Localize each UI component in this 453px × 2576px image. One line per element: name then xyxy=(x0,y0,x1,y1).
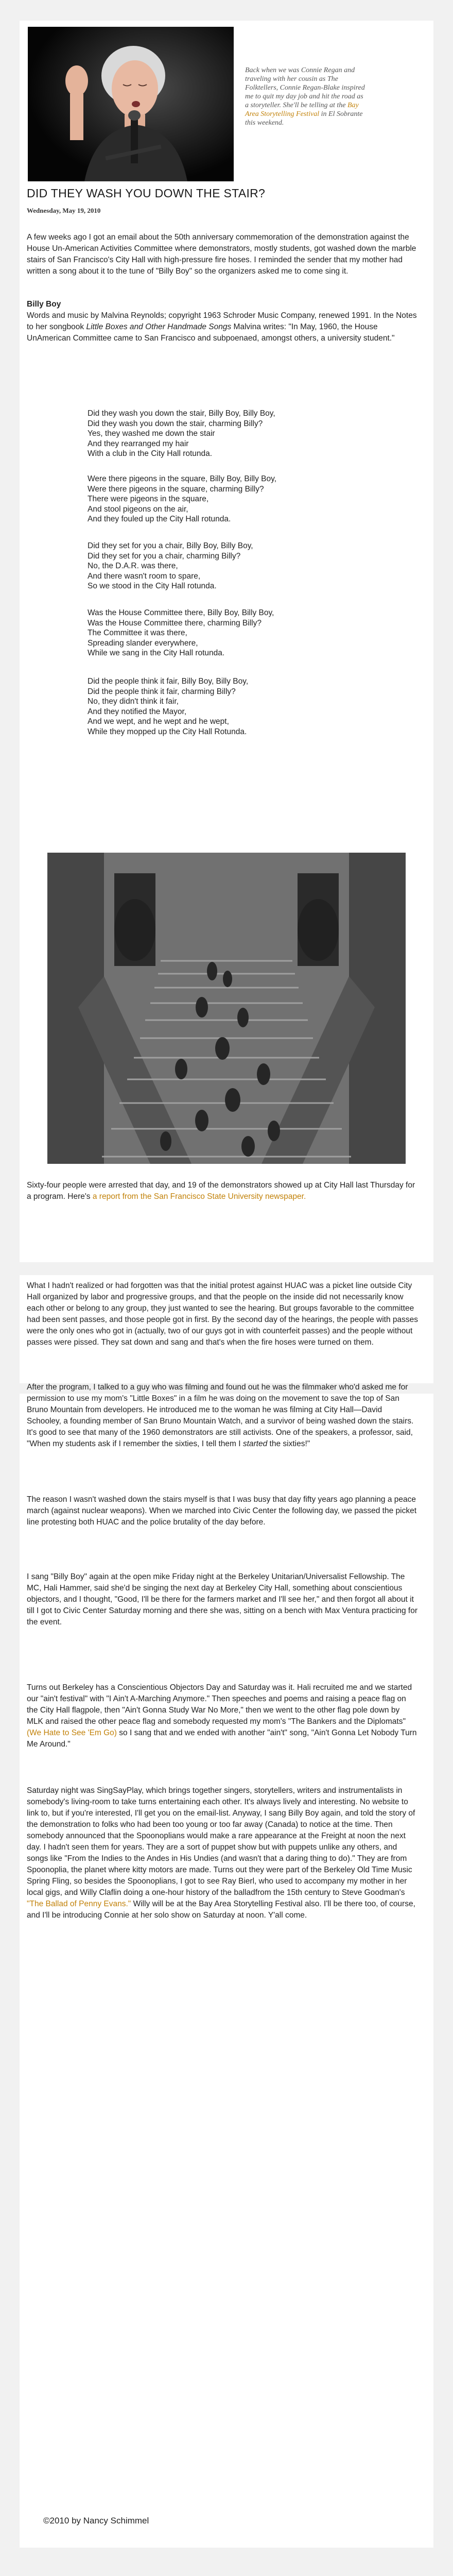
emphasis-started: started xyxy=(242,1439,268,1448)
copyright-notice: ©2010 by Nancy Schimmel xyxy=(43,2516,149,2526)
penny-evans-link[interactable]: "The Ballad of Penny Evans." xyxy=(27,1900,131,1908)
photo-caption-text: Sixty-four people were arrested that day, and 19 of the demonstrators showed up at City Hall last Thursday for a program. Here's xyxy=(27,1181,415,1201)
paragraph-co-day-text: Turns out Berkeley has a Conscientious Objectors Day and Saturday was it. Hali recruited me and we started our "ain't festival" with "I Ain't A-Marching Anymore." Then speeches and poems and raising a peace flag on the City Hall flagpole, then "Ain't Gonna Study War No More," then we went to the other flag pole down by MLK and raised the other peace flag and somebody requested my mom's "The Bankers and the Diplomats" xyxy=(27,1683,412,1726)
song-credit xyxy=(27,310,418,344)
header-caption xyxy=(245,66,369,127)
song-verse: Did they wash you down the stair, Billy Boy, Billy Boy, Did they wash you down the stair, charming Billy? Yes, they washed me down the stair And they rearranged my hair With a club in the City Hall rotunda. xyxy=(88,409,275,459)
songbook-title: Little Boxes and Other Handmade Songs xyxy=(86,323,232,331)
sfsu-report-link[interactable]: a report from the San Francisco State University newspaper. xyxy=(92,1192,306,1201)
paragraph-peace-march: The reason I wasn't washed down the stairs myself is that I was busy that day fifty years ago planning a peace march (against nuclear weapons). When we marched into Civic Center the following day, we passed the picket line protesting both HUAC and the police brutality of the day before. xyxy=(27,1495,417,1527)
song-credit-text-end: Malvina writes: "In May, 1960, the House UnAmerican Committee came to San Francisco and subpoenaed, amongst others, a university student." xyxy=(27,323,395,343)
post-title: DID THEY WASH YOU DOWN THE STAIR? xyxy=(27,187,266,200)
song-verse: Were there pigeons in the square, Billy Boy, Billy Boy, Were there pigeons in the square, charming Billy? There were pigeons in the square, And stool pigeons on the air, And they fouled up the City Hall rotunda. xyxy=(88,474,277,524)
song-verse: Did the people think it fair, Billy Boy, Billy Boy, Did the people think it fair, charming Billy? No, they didn't think it fair, And they notified the Mayor, And we wept, and he wept and he wept, While they mopped up the City Hall Rotunda. xyxy=(88,677,249,736)
we-hate-to-see-em-go-link[interactable]: (We Hate to See 'Em Go) xyxy=(27,1728,117,1737)
paragraph-open-mike: I sang "Billy Boy" again at the open mike Friday night at the Berkeley Unitarian/Universalist Fellowship. The MC, Hali Hammer, said she'd be singing the next day at Berkeley City Hall, something about conscientious objectors, and I thought, "Good, I'll be there for the farmers market and I'll see her," and then forgot all about it till I got to Civic Center Saturday morning and there she was, sitting on a bench with Max Ventura practicing for the event. xyxy=(27,1572,418,1626)
paragraph-co-day xyxy=(27,1682,418,1750)
song-credit-text: Words and music by Malvina Reynolds; copyright 1963 Schroder Music Company, renewed 1991. In the Notes to her songbook xyxy=(27,311,417,331)
paragraph-huac-picket: What I hadn't realized or had forgotten was that the initial protest against HUAC was a picket line outside City Hall organized by labor and progressive groups, and that the people on the inside did not necessarily know each other or belong to any group, they just wanted to see the hearing. But groups favorable to the committee had been sent passes, and those people got in first. By the second day of the hearings, the people with passes were the only ones who got in (actually, two of our guys got in with counterfeit passes) and the people without passes were pissed. They sat down and sang and that's when the fire hoses were turned on them. xyxy=(27,1281,419,1347)
song-title: Billy Boy xyxy=(27,300,61,309)
paragraph-singsayplay xyxy=(27,1785,418,1921)
paragraph-co-day-end: so I sang that and we ended with another "ain't" song, "Ain't Gonna Let Nobody Turn Me Around." xyxy=(27,1728,417,1749)
paragraph-singsayplay-end: Willy will be at the Bay Area Storytelling Festival also. I'll be there too, of course, and I'll be introducing Connie at her solo show on Saturday at noon. Y'all come. xyxy=(27,1900,415,1920)
paragraph-filmmaker-end: the sixties!" xyxy=(267,1439,310,1448)
stairs-illustration xyxy=(47,853,406,1164)
photo-caption xyxy=(27,1180,418,1202)
paragraph-filmmaker-text: After the program, I talked to a guy who was filming and found out he was the filmmaker who'd asked me for permission to use my mom's "Little Boxes" in a film he was doing on the movement to save the top of San Bruno Mountain from developers. He introduced me to the woman he was filming at City Hall—David Schooley, a founding member of San Bruno Mountain Watch, and a survivor of being washed down the stairs. It's good to see that many of the 1960 demonstrators are still activists. One of the speakers, a professor, said, "When my students ask if I remember the sixties, I tell them I xyxy=(27,1383,414,1448)
festival-link[interactable]: Bay Area Storytelling Festival xyxy=(245,101,359,118)
post-card-bottom xyxy=(20,1394,433,2548)
song-verse: Did they set for you a chair, Billy Boy, Billy Boy, Did they set for you a chair, charming Billy? No, the D.A.R. was there, And there wasn't room to spare, So we stood in the City Hall rotunda. xyxy=(88,541,253,591)
singer-illustration xyxy=(28,27,234,181)
song-verse: Was the House Committee there, Billy Boy, Billy Boy, Was the House Committee there, charming Billy? The Committee it was there, Spreading slander everywhere, While we sang in the City Hall rotunda. xyxy=(88,608,274,658)
intro-paragraph: A few weeks ago I got an email about the 50th anniversary commemoration of the demonstration against the House Un-American Activities Committee where demonstrators, mostly students, got washed down the marble stairs of San Francisco's City Hall with high-pressure fire hoses. I reminded the sender that my mother had written a song about it to the tune of "Billy Boy" so the organizers asked me to come sing it. xyxy=(27,233,416,276)
paragraph-singsayplay-text: Saturday night was SingSayPlay, which brings together singers, storytellers, writers and instrumentalists in somebody's living-room to take turns entertaining each other. It's always lively and interesting. No website to link to, but if you're interested, I'll get you on the email-list. Anyway, I sang Billy Boy again, and told the story of the demonstration to folks who had been too young or too far away (Canada) to notice at the time. Then somebody announced that the Spoonoplians would make a rare appearance at the Freight at noon the next day. I hadn't seen them for years. They are a sort of puppet show but with puppets unlike any others, and songs like "From the Indies to the Andes in His Undies (and wasn't that a daring thing to do)." They are from Spoonoplia, the planet where kitty motors are made. Turns out they were part of the Berkeley Old Time Music Spring Fling, so besides the Spoonoplians, I got to see Ray Bierl, who used to accompany my mother in her local gigs, and Willy Claflin doing a one-hour history of the balladfrom the 15th century to Steve Goodman's xyxy=(27,1786,415,1897)
city-hall-stairs-photo xyxy=(47,853,406,1164)
post-date: Wednesday, May 19, 2010 xyxy=(27,207,101,214)
header-caption-end: in El Sobrante this weekend. xyxy=(245,110,363,127)
header-caption-text: Back when we was Connie Regan and traveling with her cousin as The Folktellers, Connie Regan-Blake inspired me to quit my day job and hit the road as a storyteller. She'll be telling at the xyxy=(245,66,365,109)
header-photo xyxy=(28,27,234,181)
paragraph-filmmaker xyxy=(27,1382,418,1450)
